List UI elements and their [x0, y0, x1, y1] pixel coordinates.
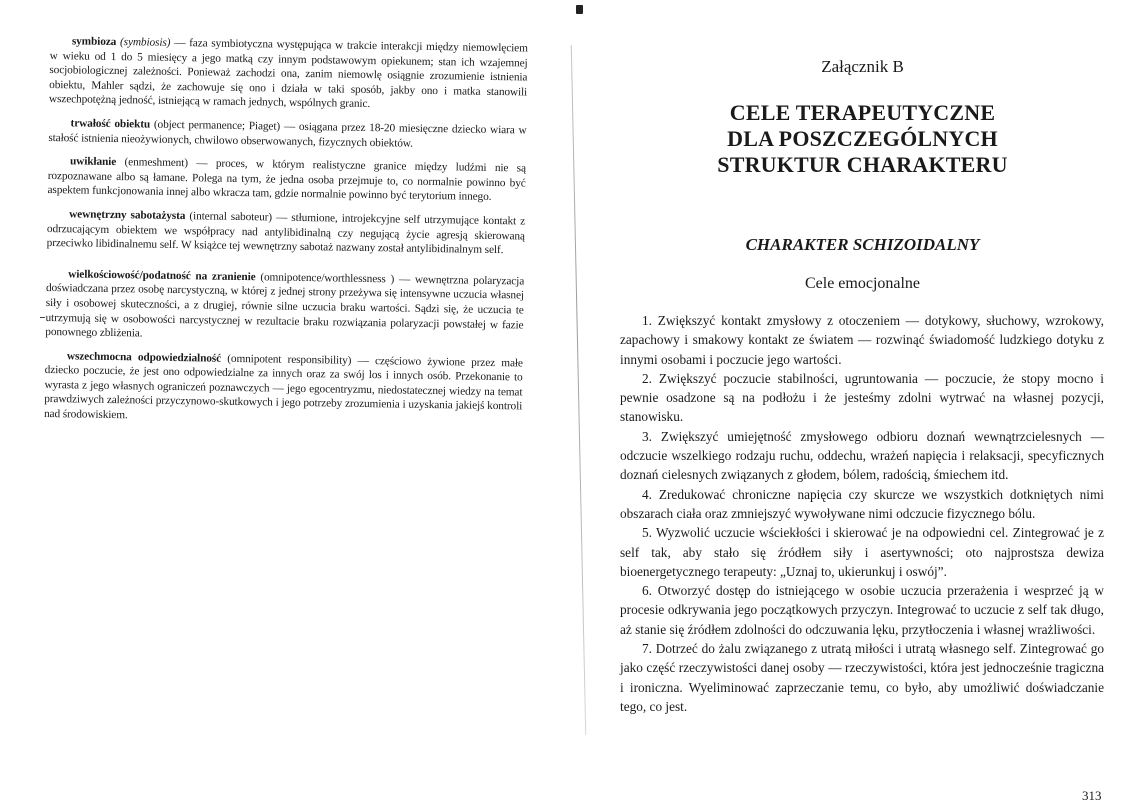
- glossary-term: symbioza: [71, 35, 117, 49]
- goal-item: 5. Wyzwolić uczucie wściekłości i skierować je na odpowiedni cel. Zintegrować je z self tak, aby stało się źródłem siły i asertywności; oto najprostsza dewiza bioenergetycznego terapeuty: „Uznaj to, ukierunkuj i oswój”.: [620, 525, 1104, 579]
- glossary-term-english: (internal saboteur): [189, 210, 273, 224]
- left-page-glossary: [44, 34, 528, 438]
- page-number: 313: [1082, 788, 1102, 803]
- chapter-title-line: DLA POSZCZEGÓLNYCH: [727, 126, 998, 151]
- section-title: CHARAKTER SCHIZOIDALNY: [745, 235, 980, 254]
- page-gutter: [571, 45, 586, 735]
- glossary-entry-trwalosc-obiektu: [48, 116, 526, 153]
- glossary-entry-uwiklanie: [47, 154, 526, 205]
- appendix-label: Załącznik B: [821, 57, 904, 76]
- glossary-entry-symbioza: [49, 34, 528, 114]
- chapter-title-line: STRUKTUR CHARAKTERU: [717, 152, 1008, 177]
- goal-item: 1. Zwiększyć kontakt zmysłowy z otoczeniem — dotykowy, słuchowy, wzrokowy, zapachowy i smakowy kontakt ze światem — rozwinąć świadomość ludzkiego dotyku z innymi osobami i poczucie jego wartości.: [620, 313, 1104, 367]
- goal-item: 2. Zwiększyć poczucie stabilności, ugruntowania — poczucie, że stopy mocno i pewnie osadzone są na podłożu i że jesteśmy zdolni wytrwać na własnej pozycji, stanowisku.: [620, 370, 1104, 425]
- glossary-definition: — faza symbiotyczna występująca w trakcie interakcji między niemowlęciem w wieku od 1 do 5 miesięcy a jego matką czy innym podstawowym opiekunem; stan ich wzajemnej socjobiologicznej zależności. Ponieważ zachodzi ona, zanim niemowlę osiągnie zrozumienie istnienia obiektu, Mahler sądzi, że zachowuje się ono i działa w taki sposób, jakby ono i matka stanowili wszechpotężną jedność, istniejącą w ramach jednych, wspólnych granic.: [48, 36, 528, 111]
- glossary-term: wielkościowość/podatność na zranienie: [68, 268, 256, 283]
- margin-mark: [40, 317, 45, 318]
- chapter-title: [620, 100, 1105, 178]
- glossary-term-english: (object permanence; Piaget): [153, 118, 281, 133]
- glossary-definition: — osiągana przez 18-20 miesięczne dziecko wiara w stałość istnienia nieożywionych, chwilowo obserwowanych, fizycznych obiektów.: [48, 120, 527, 150]
- glossary-term-english: (enmeshment): [124, 156, 189, 170]
- goal-item: 6. Otworzyć dostęp do istniejącego w osobie uczucia przerażenia i wesprzeć ją w procesie odkrywania jego początkowych przyczyn. Integrować to uczucie z self tak długo, aż stanie się źródłem zdolności do odczuwania lęku, przytłoczenia i własnej wrażliwości.: [620, 583, 1104, 637]
- glossary-term-english: (omnipotent responsibility): [227, 352, 352, 367]
- glossary-term: trwałość obiektu: [70, 117, 151, 131]
- glossary-term: wewnętrzny sabotażysta: [69, 208, 186, 223]
- glossary-definition: — częściowo żywione przez małe dziecko poczucie, że jest ono odpowiedzialne za innych oraz za swój los i innych osób. Przekonanie to wyrasta z jego własnych ograniczeń poznawczych — jego egocentryzmu, niedostatecznej wiedzy na temat prawdziwych zależności przyczynowo-skutkowych i jego potrzeby zrozumienia i uzyskania jakiejś kontroli nad środowiskiem.: [43, 354, 523, 422]
- glossary-definition: — stłumione, introjekcyjne self utrzymujące kontakt z odrzucającym obiektem we współpracy nad antylibidinalną czy negującą życie agresją skierowaną przeciwko libidinalnemu self. W książce tej wewnętrzny sabotaż nazwany został antylibidinalnym self.: [46, 211, 526, 257]
- glossary-definition: — wewnętrzna polaryzacja doświadczana przez osobę narcystyczną, w której z jednej strony przeżywa się intensywne uczucia własnej siły i osobowej skuteczności, a z drugiej, równie silne uczucia braku wartości. Sądzi się, że uczucia te utrzymują się w osobowości narcystycznej w rezultacie braku rozwiązania polaryzacji powstałej w fazie ponownego zbliżenia.: [45, 273, 525, 340]
- glossary-entry-wszechmocna-odpowiedzialnosc: [44, 349, 523, 429]
- glossary-term: uwikłanie: [69, 155, 117, 169]
- glossary-term-english: (symbiosis): [119, 36, 171, 49]
- glossary-entry-wielkosciowosc: [45, 267, 524, 347]
- glossary-term-english: (omnipotence/worthlessness ): [260, 271, 395, 286]
- goal-item: 7. Dotrzeć do żalu związanego z utratą miłości i utratą własnego self. Zintegrować go jako część rzeczywistości danej osoby — rzeczywistości, która jest jednocześnie tragiczna i ironiczna. Wyeliminować zaprzeczanie temu, co było, aby umożliwić doświadczanie tego, co jest.: [620, 641, 1104, 714]
- glossary-definition: — proces, w którym realistyczne granice między ludźmi nie są rozpoznawane albo są łamane. Polega na tym, że jedna osoba przejmuje to, co normalnie powinno być aspektem funkcjonowania innej albo wkracza tam, gdzie normalnie powinno być terytorium innego.: [47, 157, 527, 204]
- subsection-title: Cele emocjonalne: [804, 275, 921, 292]
- goal-item: 3. Zwiększyć umiejętność zmysłowego odbioru doznań wewnątrzcielesnych — odczucie wszelkiego rodzaju ruchu, oddechu, wrażeń napięcia i relaksacji, specyficznych doznań cielesnych związanych z głodem, bólem, radością, śmiechem itd.: [620, 428, 1104, 483]
- chapter-title-line: CELE TERAPEUTYCZNE: [729, 100, 996, 125]
- goals-list: [620, 311, 1104, 716]
- glossary-term: wszechmocna odpowiedzialność: [66, 349, 222, 365]
- goal-item: 4. Zredukować chroniczne napięcia czy skurcze we wszystkich dotkniętych nimi obszarach ciała oraz zmniejszyć wywoływane nimi odczucie fizycznego bólu.: [620, 486, 1104, 521]
- glossary-entry-wewnetrzny-sabotazysta: [47, 207, 526, 258]
- bookmark-marker: [576, 5, 583, 14]
